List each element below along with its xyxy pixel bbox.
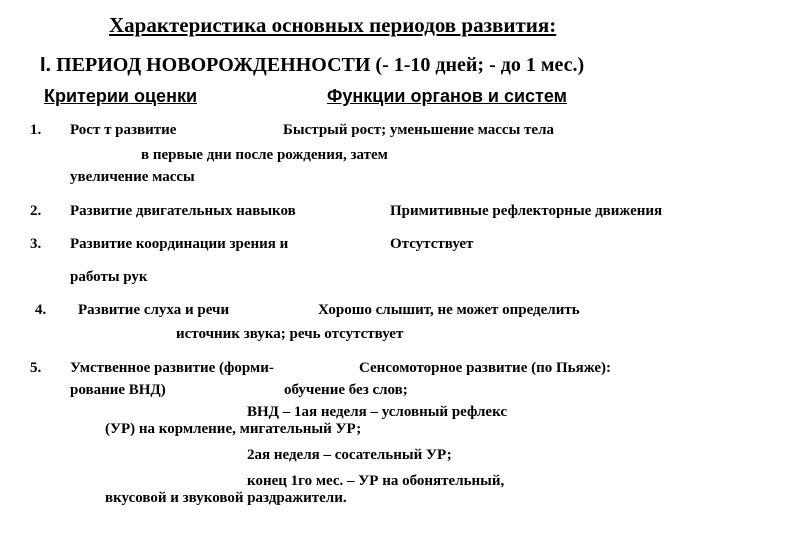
item-5-function-line-3: ВНД – 1ая неделя – условный рефлекс: [247, 404, 508, 420]
item-5-function-line-7: вкусовой и звуковой раздражители.: [105, 490, 347, 506]
period-text: ПЕРИОД НОВОРОЖДЕННОСТИ (- 1-10 дней; - до 1 мес.): [51, 54, 585, 76]
page-title: Характеристика основных периодов развития:: [109, 13, 557, 37]
item-5-criterion-line-2: рование ВНД): [70, 382, 166, 398]
item-4-function-line-1: Хорошо слышит, не может определить: [318, 302, 580, 318]
item-5-function-line-4: (УР) на кормление, мигательный УР;: [105, 421, 362, 437]
functions-header: Функции органов и систем: [327, 86, 567, 106]
item-2-function-line-1: Примитивные рефлекторные движения: [390, 203, 663, 219]
item-4-criterion: Развитие слуха и речи: [78, 302, 230, 318]
item-1-number: 1.: [30, 122, 42, 138]
item-5-function-line-6: конец 1го мес. – УР на обонятельный,: [247, 473, 505, 489]
item-2-number: 2.: [30, 203, 42, 219]
item-3-number: 3.: [30, 236, 42, 252]
item-5-function-line-2: обучение без слов;: [284, 382, 408, 398]
item-5-criterion-line-1: Умственное развитие (форми-: [70, 360, 274, 376]
item-3-criterion-line-2: работы рук: [70, 269, 148, 285]
item-1-function-line-2: в первые дни после рождения, затем: [141, 147, 388, 163]
item-5-function-line-1: Сенсомоторное развитие (по Пьяже):: [359, 360, 612, 376]
item-2-criterion: Развитие двигательных навыков: [70, 203, 296, 219]
criteria-header: Критерии оценки: [44, 86, 198, 106]
item-4-function-line-2: источник звука; речь отсутствует: [176, 326, 404, 342]
period-heading: [40, 53, 584, 77]
item-1-criterion: Рост т развитие: [70, 122, 177, 138]
item-4-number: 4.: [35, 302, 47, 318]
item-5-number: 5.: [30, 360, 42, 376]
item-5-function-line-5: 2ая неделя – сосательный УР;: [247, 447, 452, 463]
item-1-function-line-3: увеличение массы: [70, 169, 195, 185]
period-numeral: I.: [40, 54, 52, 76]
item-3-function-line-1: Отсутствует: [390, 236, 474, 252]
item-3-criterion-line-1: Развитие координации зрения и: [70, 236, 289, 252]
item-1-function-line-1: Быстрый рост; уменьшение массы тела: [283, 122, 554, 138]
